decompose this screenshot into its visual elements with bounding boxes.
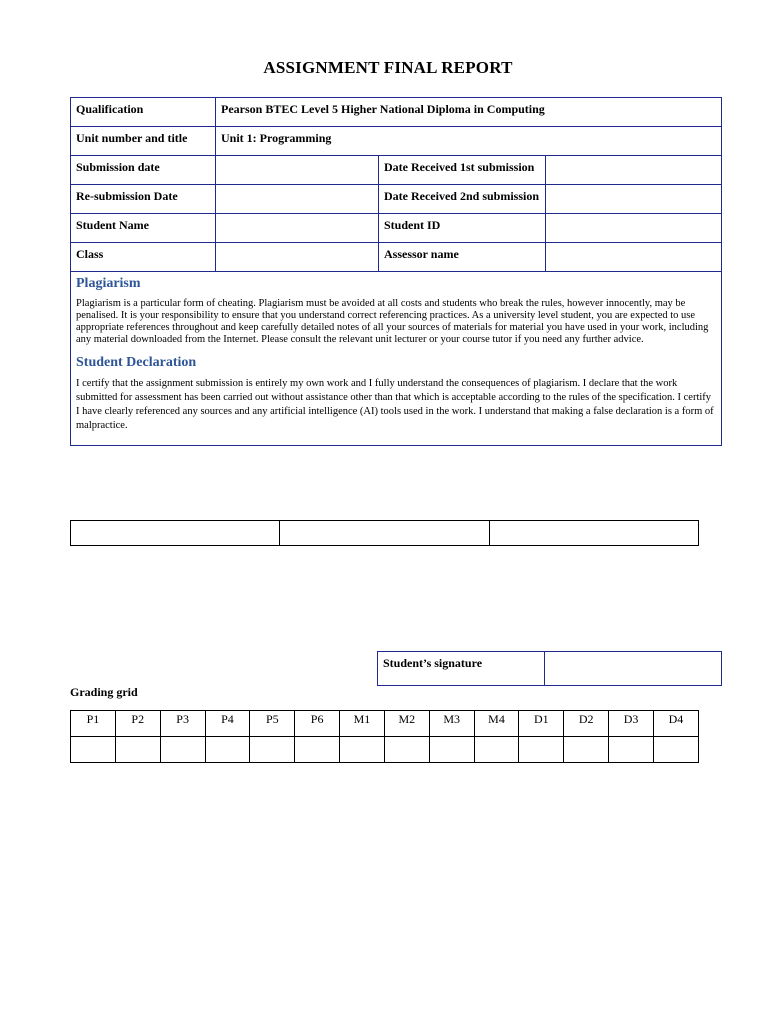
- resubmission-date-label: Re-submission Date: [71, 185, 216, 214]
- student-id-field[interactable]: [546, 214, 722, 243]
- date-received-first-label: Date Received 1st submission: [379, 156, 546, 185]
- plagiarism-declaration-cell: [71, 272, 722, 446]
- grading-grid-label: Grading grid: [70, 685, 138, 699]
- class-field[interactable]: [216, 243, 379, 272]
- signature-label: Student’s signature: [378, 652, 545, 686]
- student-name-label: Student Name: [71, 214, 216, 243]
- student-row: [71, 214, 722, 243]
- assignment-info-table: [70, 97, 722, 446]
- grade-cell-m2[interactable]: [384, 737, 429, 763]
- grade-header-m2: M2: [384, 711, 429, 737]
- grade-cell-d4[interactable]: [653, 737, 698, 763]
- class-row: [71, 243, 722, 272]
- signature-table: [377, 651, 722, 686]
- resubmission-date-field[interactable]: [216, 185, 379, 214]
- student-name-field[interactable]: [216, 214, 379, 243]
- grade-header-p1: P1: [71, 711, 116, 737]
- grade-header-p2: P2: [115, 711, 160, 737]
- unit-label: Unit number and title: [71, 127, 216, 156]
- grade-header-m3: M3: [429, 711, 474, 737]
- grade-cell-d1[interactable]: [519, 737, 564, 763]
- grade-cell-p4[interactable]: [205, 737, 250, 763]
- submission-row: [71, 156, 722, 185]
- date-received-second-field[interactable]: [546, 185, 722, 214]
- grade-header-d3: D3: [609, 711, 654, 737]
- grade-cell-m1[interactable]: [340, 737, 385, 763]
- blank-box-row: [71, 521, 699, 546]
- assessor-name-label: Assessor name: [379, 243, 546, 272]
- grade-cell-p3[interactable]: [160, 737, 205, 763]
- grade-header-m4: M4: [474, 711, 519, 737]
- assessor-name-field[interactable]: [546, 243, 722, 272]
- qualification-value: Pearson BTEC Level 5 Higher National Diploma in Computing: [216, 98, 722, 127]
- grading-grid-table: [70, 710, 699, 763]
- grade-cell-d3[interactable]: [609, 737, 654, 763]
- grade-cell-p1[interactable]: [71, 737, 116, 763]
- grade-cell-d2[interactable]: [564, 737, 609, 763]
- class-label: Class: [71, 243, 216, 272]
- grade-header-d2: D2: [564, 711, 609, 737]
- grade-header-p4: P4: [205, 711, 250, 737]
- grade-cell-p2[interactable]: [115, 737, 160, 763]
- qualification-row: [71, 98, 722, 127]
- grade-header-p3: P3: [160, 711, 205, 737]
- submission-date-field[interactable]: [216, 156, 379, 185]
- grade-cell-p6[interactable]: [295, 737, 340, 763]
- plagiarism-text: Plagiarism is a particular form of cheating. Plagiarism must be avoided at all costs and students who break the rules, however innocently, may be penalised. It is your responsibility to ensure that you understand correct referencing practices. As a university level student, you are expected to use appropriate references throughout and keep carefully detailed notes of all your sources of materials for material you have used in your work, including any material downloaded from the Internet. Please consult the relevant unit lecturer or your course tutor if you need any further advice.: [76, 298, 709, 345]
- declaration-heading: Student Declaration: [76, 355, 197, 370]
- grading-values-row: [71, 737, 699, 763]
- signature-field[interactable]: [545, 652, 722, 686]
- declaration-text: I certify that the assignment submission is entirely my own work and I fully understand the consequences of plagiarism. I declare that the work submitted for assessment has been carried out without assistance other than that which is acceptable according to the rules of the specification. I certify I have clearly referenced any sources and any artificial intelligence (AI) tools used in the work. I understand that making a false declaration is a form of malpractice.: [76, 378, 714, 431]
- student-id-label: Student ID: [379, 214, 546, 243]
- resubmission-row: [71, 185, 722, 214]
- grading-header-row: [71, 711, 699, 737]
- grade-cell-p5[interactable]: [250, 737, 295, 763]
- unit-row: [71, 127, 722, 156]
- blank-box-table: [70, 520, 699, 546]
- grade-header-p6: P6: [295, 711, 340, 737]
- date-received-second-label: Date Received 2nd submission: [379, 185, 546, 214]
- blank-box-cell[interactable]: [489, 521, 698, 546]
- date-received-first-field[interactable]: [546, 156, 722, 185]
- grade-cell-m4[interactable]: [474, 737, 519, 763]
- report-title: ASSIGNMENT FINAL REPORT: [263, 58, 513, 77]
- qualification-label: Qualification: [71, 98, 216, 127]
- grade-header-p5: P5: [250, 711, 295, 737]
- grade-header-m1: M1: [340, 711, 385, 737]
- grade-cell-m3[interactable]: [429, 737, 474, 763]
- plagiarism-heading: Plagiarism: [76, 276, 141, 291]
- grade-header-d4: D4: [653, 711, 698, 737]
- submission-date-label: Submission date: [71, 156, 216, 185]
- signature-row: [378, 652, 722, 686]
- declaration-row: [71, 272, 722, 446]
- blank-box-cell[interactable]: [280, 521, 489, 546]
- unit-value: Unit 1: Programming: [216, 127, 722, 156]
- blank-box-cell[interactable]: [71, 521, 280, 546]
- grade-header-d1: D1: [519, 711, 564, 737]
